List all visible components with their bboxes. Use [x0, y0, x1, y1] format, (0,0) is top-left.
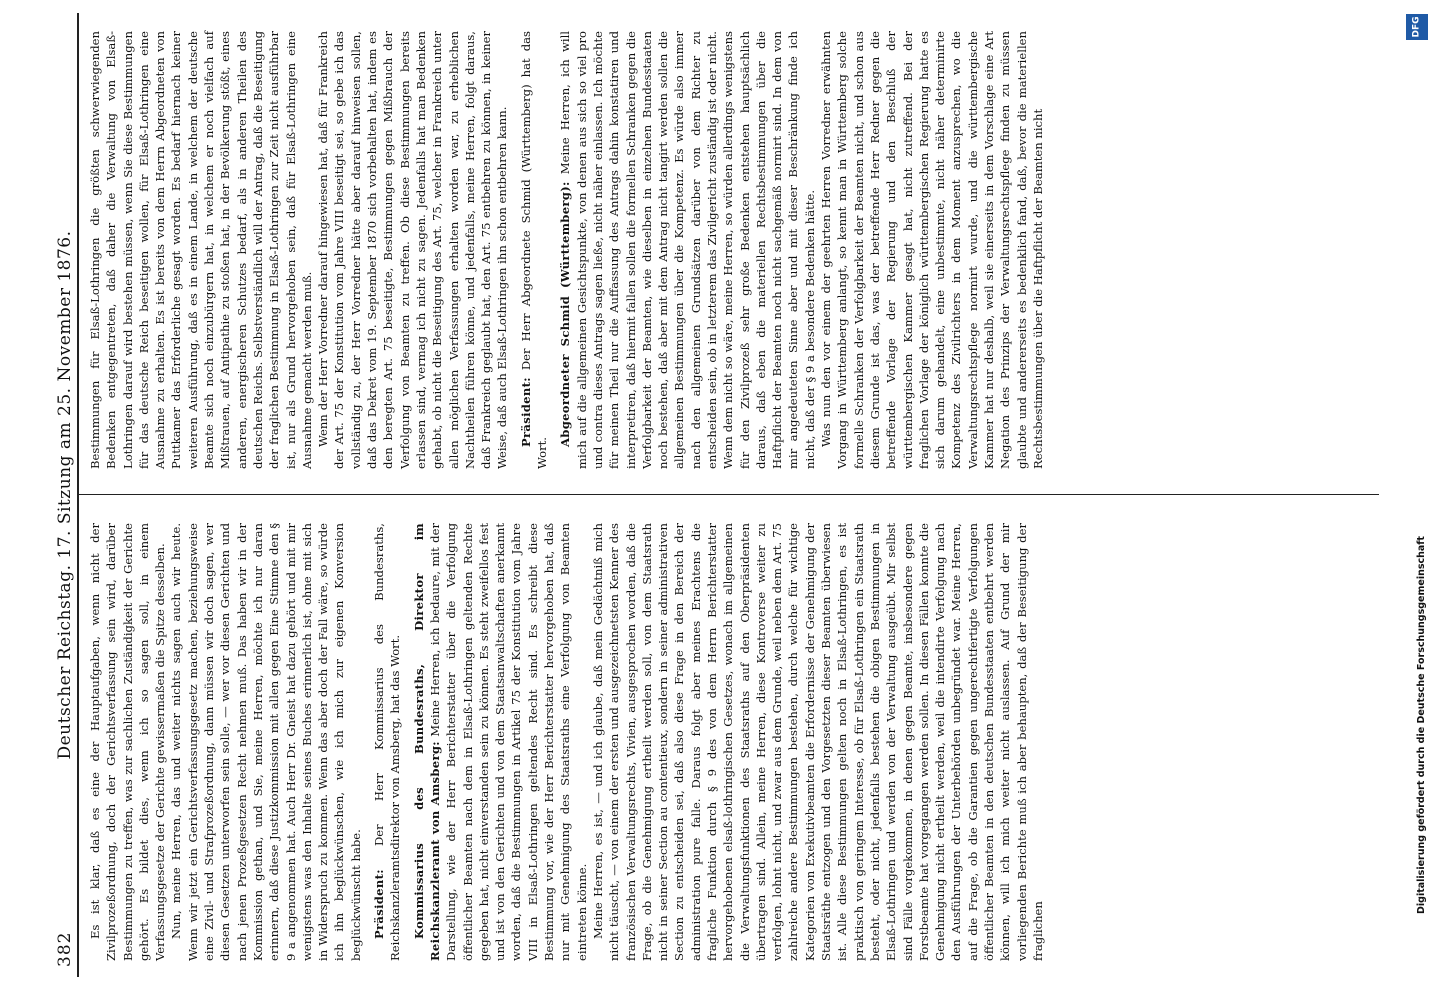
paragraph: Kommissarius des Bundesraths, Direktor im Reichskanzleramt von Amsberg: Meine Herren, ich bedaure, mit der Darstellung, wie der Herr Berichterstatter über die Verfolgung öffentlicher Beamten nach dem in Elsaß-Lothringen geltenden Rechte gegeben hat, nicht einverstanden sein zu können. Es steht zweifellos fest und ist von den Gerichten und von dem Staatsanwaltschaften anerkannt worden, daß die Bestimmungen in Artikel 75 der Konstitution vom Jahre VIII in Elsaß-Lothringen geltendes Recht sind. Es schreibt diese Bestimmung vor, wie der Herr Berichterstatter hervorgehoben hat, daß nur mit Genehmigung des Staatsraths eine Verfolgung von Beamten eintreten könne. — [411, 523, 589, 961]
header-rule — [77, 13, 79, 977]
speaker-label: Präsident: — [372, 869, 387, 939]
speaker-label: Kommissarius des Bundesraths, Direktor im Reichskanzleramt von Amsberg: — [411, 523, 442, 961]
right-column — [87, 31, 1046, 469]
column-divider — [79, 494, 1379, 495]
speaker-label: Abgeordneter Schmid (Württemberg): — [558, 181, 573, 447]
paragraph: Meine Herren, es ist, — und ich glaube, daß mein Gedächtniß mich nicht täuscht, — von einem der ersten und ausgezeichnetsten Kenner des französischen Verwaltungsrechts, Vivien, ausgesprochen worden, daß die Frage, ob die Genehmigung ertheilt werden soll, von dem Staatsrath nicht in seiner Section au contentieux, sondern in seiner administrativen Section zu entscheiden sei, daß also diese Frage in den Bereich der administration pure falle. Daraus folgt aber meines Erachtens die fragliche Funktion durch § 9 des von dem Herrn Berichterstatter hervorgehobenen elsaß-lothringischen Gesetzes, wonach im allgemeinen die Verwaltungsfunktionen des Staatsraths auf den Oberpräsidenten übertragen sind. Allein, meine Herren, diese Kontroverse weiter zu verfolgen, lohnt nicht, und zwar aus dem Grunde, weil neben dem Art. 75 zahlreiche andere Bestimmungen bestehen, durch welche für wichtige Kategorien von Exekutivbeamten die Erfordernisse der Genehmigung der Staatsräthe entzogen und den Vorgesetzten dieser Beamten überwiesen ist. Alle diese Bestimmungen gelten noch in Elsaß-Lothringen, es ist praktisch von geringem Interesse, ob für Elsaß-Lothringen ein Staatsrath besteht, oder nicht, jedenfalls bestehen die obigen Bestimmungen in Elsaß-Lothringen und werden von der Verwaltung ausgeübt. Mir selbst sind Fälle vorgekommen, in denen gegen Beamte, insbesondere gegen Forstbeamte hat vorgegangen werden sollen. In diesen Fällen konnte die Genehmigung nicht ertheilt werden, weil die intendirte Verfolgung nach den Ausführungen der Unterbehörden unbegründet war. Meine Herren, auf die Frage, ob die Garantien gegen ungerechtfertigte Verfolgungen öffentlicher Beamten in den deutschen Bundesstaaten entbehrt werden können, will ich mich weiter nicht auslassen. Auf Grund der mir vorliegenden Berichte muß ich aber behaupten, daß der Beseitigung der fraglichen — [590, 523, 1045, 961]
running-head: Deutscher Reichstag. 17. Sitzung am 25. November 1876. — [55, 230, 75, 760]
paragraph: Wenn der Herr Vorredner darauf hingewiesen hat, daß für Frankreich der Art. 75 der Konstitution vom Jahre VIII beseitigt sei, so gebe ich das vollständig zu, der Herr Vorredner hätte aber darauf hinweisen sollen, daß das Dekret vom 19. September 1870 sich vorbehalten hat, indem es den beregten Art. 75 beseitigte, Bestimmungen gegen Mißbrauch der Verfolgung von Beamten zu treffen. Ob diese Bestimmungen bereits erlassen sind, vermag ich nicht zu sagen. Jedenfalls hat man Bedenken gehabt, ob nicht die Beseitigung des Art. 75, welcher in Frankreich unter allen möglichen Verfassungen erhalten worden war, zu erheblichen Nachtheilen führen könne, und jedenfalls, meine Herren, folgt daraus, daß Frankreich geglaubt hat, den Art. 75 entbehren zu können, in keiner Weise, daß auch Elsaß-Lothringen ihn schon entbehren kann. — [316, 31, 510, 469]
paragraph: Präsident: Der Herr Abgeordnete Schmid (Württemberg) hat das Wort. — [518, 31, 550, 469]
paragraph: Präsident: Der Herr Kommissarius des Bundesraths, Reichskanzleramtsdirektor von Amsberg, hat das Wort. — [372, 523, 403, 961]
rotated-page — [15, 5, 1405, 985]
speaker-label: Präsident: — [518, 377, 533, 447]
paragraph: Es ist klar, daß es eine der Hauptaufgaben, wenn nicht der Zivilprozeßordnung, doch der Gerichtsverfassung sein wird, darüber Bestimmungen zu treffen, was zur sachlichen Zuständigkeit der Gerichte gehört. Es bildet dies, wenn ich so sagen soll, in einem Verfassungsgesetze der Gerichte gewissermaßen die Spitze desselben. — [88, 523, 168, 961]
digitization-credit — [1392, 40, 1427, 920]
dfg-logo: DFG — [1406, 14, 1428, 40]
paragraph: Abgeordneter Schmid (Württemberg): Meine Herren, ich will mich auf die allgemeinen Gesichtspunkte, von denen aus sich so viel pro und contra dieses Antrags sagen ließe, nicht näher einlassen. Ich möchte für meinen Theil nur die Auffassung des Antrags dahin konstatiren und interpretiren, daß hiermit fallen sollen die formellen Schranken gegen die Verfolgbarkeit der Beamten, wie dieselben in einzelnen Bundesstaaten noch bestehen, daß aber mit dem Antrag nicht tangirt werden sollen die allgemeinen Bestimmungen über die Kompetenz. Es würde also immer nach den allgemeinen Grundsätzen darüber von dem Richter zu entscheiden sein, ob in letzterem das Zivilgericht zuständig ist oder nicht. Wenn dem nicht so wäre, meine Herren, so würden allerdings wenigstens für den Zivilprozeß sehr große Bedenken entstehen hauptsächlich daraus, daß eben die materiellen Rechtsbestimmungen über die Haftpflicht der Beamten noch nicht sachgemäß normirt sind. In dem von mir angedeuteten Sinne aber und mit dieser Beschränkung finde ich nicht, daß der § 9 a besondere Bedenken hätte. — [558, 30, 817, 469]
page-header — [49, 5, 89, 985]
page-number: 382 — [55, 931, 75, 967]
credit-text: Digitalisierung gefördert durch die Deutsche Forschungsgemeinschaft — [1416, 536, 1427, 914]
paragraph: Bestimmungen für Elsaß-Lothringen die größten schwerwiegenden Bedenken entgegentreten, daß daher die Verwaltung von Elsaß-Lothringen darauf wird bestehen müssen, wenn Sie diese Bestimmungen für das deutsche Reich beseitigen wollen, für Elsaß-Lothringen eine Ausnahme zu erhalten. Es ist bereits von dem Herrn Abgeordneten von Puttkamer das Erforderliche gesagt worden. Es bedarf hiernach keiner weiteren Ausführung, daß es in einem Lande, in welchem der deutsche Beamte sich noch einzubürgern hat, in welchem er noch vielfach auf Mißtrauen, auf Antipathie zu stoßen hat, in der Bevölkerung stößt, eines anderen, energischeren Schutzes bedarf, als in anderen Theilen des deutschen Reichs. Selbstverständlich will der Antrag, daß die Beseitigung der fraglichen Bestimmung in Elsaß-Lothringen zur Zeit nicht ausführbar ist, nur als Grund hervorgehoben sein, daß für Elsaß-Lothringen eine Ausnahme gemacht werden muß. — [88, 31, 314, 469]
paragraph: Nun, meine Herren, das und weiter nichts sagen auch wir heute. Wenn wir jetzt ein Gerichtsverfassungsgesetz machen, beziehungsweise eine Zivil- und Strafprozeßordnung, dann müssen wir doch sagen, wer diesen Gesetzen unterworfen sein solle, — wer vor diesen Gerichten und nach jenen Prozeßgesetzen Recht nehmen muß. Das haben wir in der Kommission gethan, und Sie, meine Herren, möchte ich nur daran erinnern, daß diese Justizkommission mit allen gegen Eine Stimme den § 9 a angenommen hat. Auch Herr Dr. Gneist hat dazu gehört und mit mir wenigstens was den Inhalte seines Buches erinnerlich ist, ohne mit sich in Widerspruch zu kommen. Wenn das aber doch der Fall wäre, so würde ich ihn beglückwünschen, wie ich mich zur eigenen Konversion beglückwünscht habe. — [169, 523, 363, 961]
paragraph: Was nun den vor einem der geehrten Herren Vorredner erwähnten Vorgang in Württemberg anlangt, so kennt man in Württemberg solche formelle Schranken der Verfolgbarkeit der Beamten nicht, und schon aus diesem Grunde ist das, was der betreffende Herr Redner gegen die betreffende Vorlage der Regierung und den Beschluß der württembergischen Kammer gesagt hat, nicht zutreffend. Bei der fraglichen Vorlage der königlich württembergischen Regierung hatte es sich darum gehandelt, eine unbestimmte, nicht näher determinirte Kompetenz des Zivilrichters in dem Moment anzusprechen, wo die Verwaltungsrechtspflege normirt wurde, und die württembergische Kammer hat nur deshalb, weil sie einerseits in dem Vorschlage eine Art Negation des Prinzips der Verwaltungsrechtspflege finden zu müssen glaubte und andererseits es bedenklich fand, daß, bevor die materiellen Rechtsbestimmungen über die Haftpflicht der Beamten nicht — [819, 31, 1045, 469]
left-column — [87, 523, 1046, 961]
